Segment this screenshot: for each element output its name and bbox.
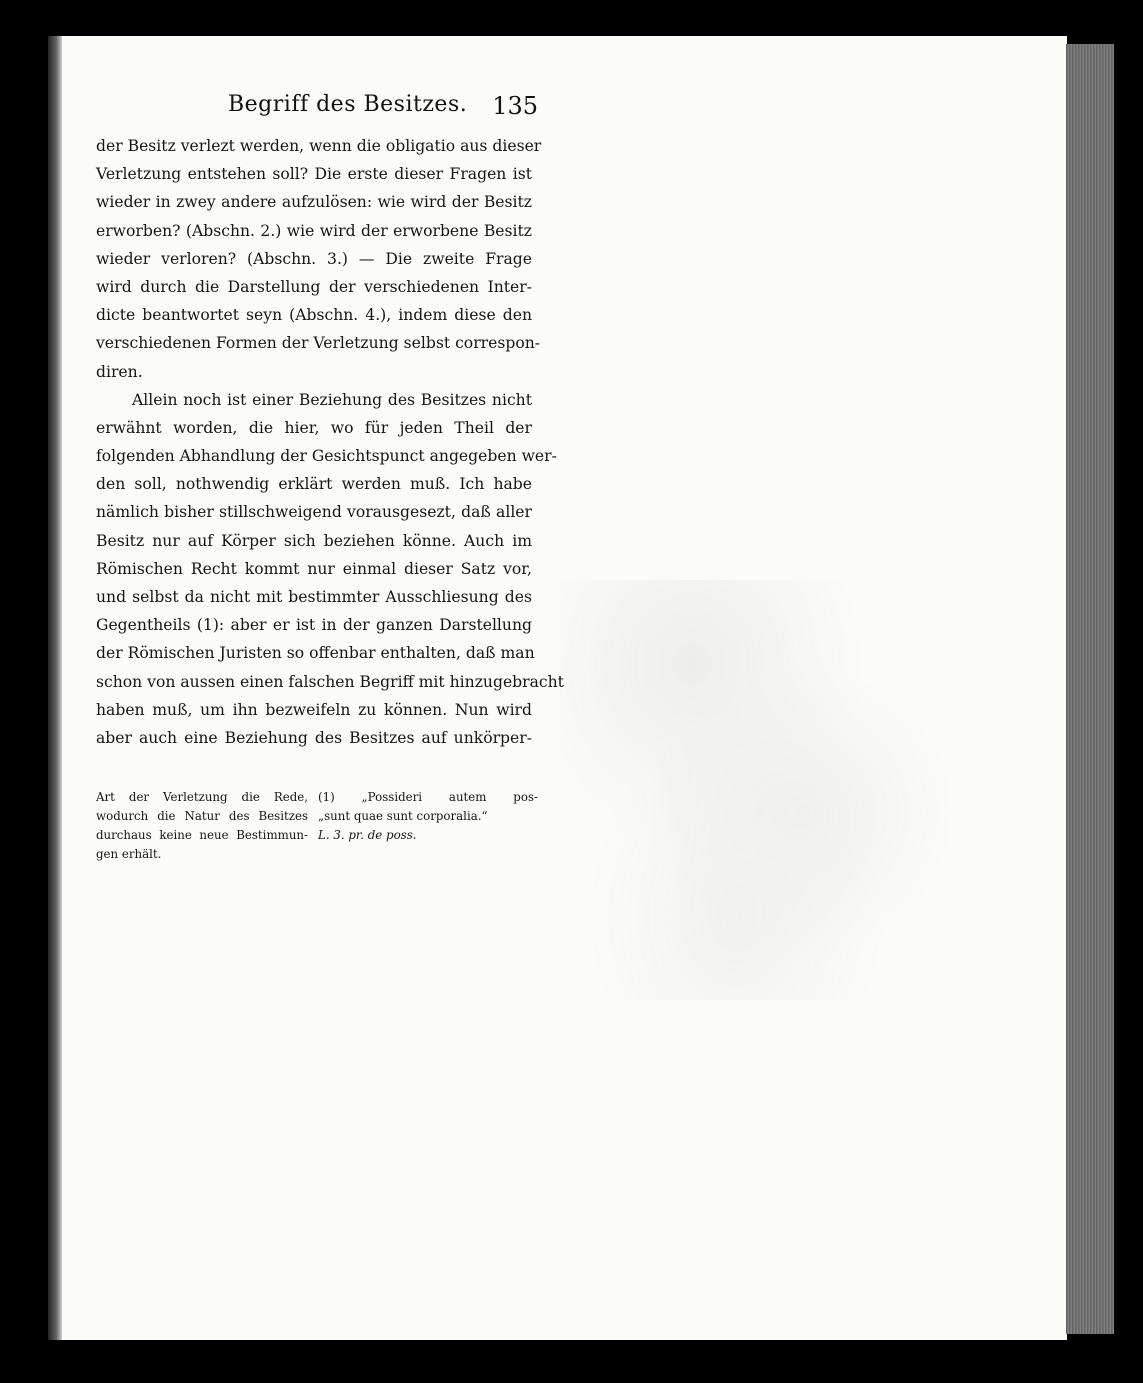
text-line: nämlich bisher stillschweigend vorausgesezt, daß aller bbox=[96, 503, 532, 522]
page-number: 135 bbox=[492, 92, 538, 120]
book-gutter-edge bbox=[48, 36, 62, 1340]
text-line: schon von aussen einen falschen Begriff mit hinzugebracht bbox=[96, 672, 564, 691]
footnote-line: Art der Verletzung die Rede, bbox=[96, 790, 308, 804]
text-line: diren. bbox=[96, 362, 143, 381]
text-line: dicte beantwortet seyn (Abschn. 4.), indem diese den bbox=[96, 306, 532, 325]
footnote-line: durchaus keine neue Bestimmun- bbox=[96, 828, 308, 842]
text-line: erworben? (Abschn. 2.) wie wird der erworbene Besitz bbox=[96, 221, 532, 240]
text-line: den soll, nothwendig erklärt werden muß. Ich habe bbox=[96, 475, 532, 494]
footnote-citation: L. 3. pr. de poss. bbox=[318, 828, 417, 842]
text-line: wieder in zwey andere aufzulösen: wie wird der Besitz bbox=[96, 193, 532, 212]
footnote-1 bbox=[318, 788, 538, 845]
footnote-line: (1) „Possideri autem pos- bbox=[318, 790, 538, 804]
text-line: wird durch die Darstellung der verschiedenen Inter- bbox=[96, 277, 532, 296]
footnote-line: wodurch die Natur des Besitzes bbox=[96, 809, 308, 823]
text-line: Besitz nur auf Körper sich beziehen könne. Auch im bbox=[96, 531, 532, 550]
text-line: und selbst da nicht mit bestimmter Ausschliesung des bbox=[96, 588, 532, 606]
text-line: aber auch eine Beziehung des Besitzes auf unkörper- bbox=[96, 728, 532, 747]
footnotes bbox=[96, 788, 536, 868]
text-line: Gegentheils (1): aber er ist in der ganzen Darstellung bbox=[96, 616, 532, 635]
text-line: verschiedenen Formen der Verletzung selbst correspon- bbox=[96, 334, 541, 353]
text-line: haben muß, um ihn bezweifeln zu können. Nun wird bbox=[96, 700, 532, 719]
footnote-continuation bbox=[96, 788, 308, 864]
text-line: der Besitz verlezt werden, wenn die obligatio aus dieser bbox=[96, 137, 542, 155]
text-line: der Römischen Juristen so offenbar enthalten, daß man bbox=[96, 644, 535, 663]
text-line: erwähnt worden, die hier, wo für jeden Theil der bbox=[96, 418, 532, 437]
body-text bbox=[96, 132, 564, 752]
text-line: Römischen Recht kommt nur einmal dieser Satz vor, bbox=[96, 559, 532, 578]
page-edges-stack bbox=[1066, 44, 1114, 1334]
text-line: folgenden Abhandlung der Gesichtspunct angegeben wer- bbox=[96, 447, 557, 466]
header-title: Begriff des Besitzes. bbox=[228, 92, 468, 117]
running-header bbox=[228, 92, 538, 126]
text-line: Verletzung entstehen soll? Die erste dieser Fragen ist bbox=[96, 165, 532, 184]
footnote-line: „sunt quae sunt corporalia.“ bbox=[318, 809, 488, 823]
text-line: wieder verloren? (Abschn. 3.) — Die zweite Frage bbox=[96, 249, 532, 268]
text-line: Allein noch ist einer Beziehung des Besitzes nicht bbox=[132, 390, 532, 409]
footnote-line: gen erhält. bbox=[96, 847, 162, 861]
